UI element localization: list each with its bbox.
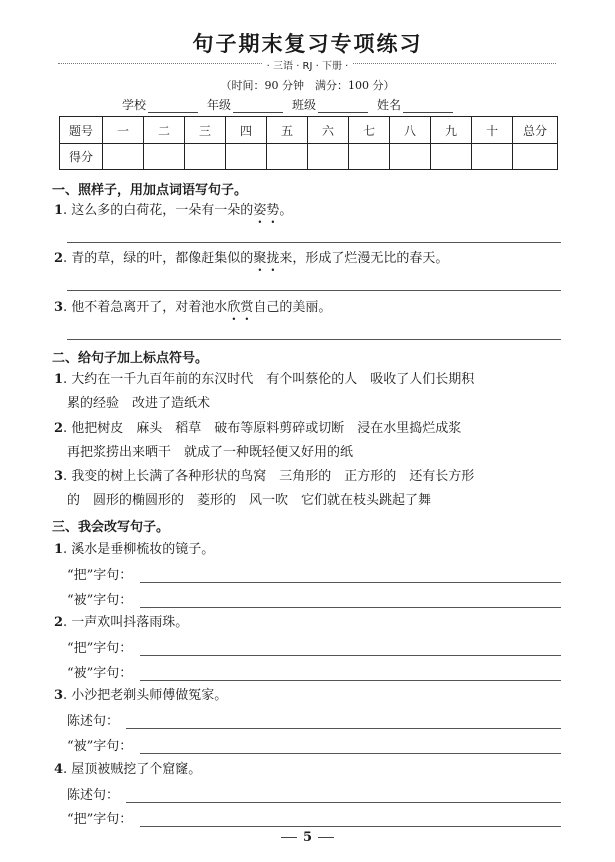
question-text-end: 。: [279, 203, 293, 218]
section3-question-1: [54, 540, 214, 560]
answer-line[interactable]: [140, 582, 561, 583]
section2-question-2: [54, 419, 461, 439]
question-number: 4: [54, 762, 64, 777]
declarative-sentence-label: 陈述句：: [67, 714, 120, 729]
score-cell[interactable]: [226, 144, 267, 170]
question-text-end: 来，形成了烂漫无比的春天。: [279, 251, 449, 266]
question-text-end: 自己的美丽。: [253, 300, 332, 315]
score-cell[interactable]: [308, 144, 349, 170]
score-row-label: 得分: [60, 144, 103, 170]
question-number: 1: [54, 542, 64, 557]
ba-sentence-label: “把”字句：: [67, 641, 133, 656]
score-cell[interactable]: [103, 144, 144, 170]
answer-line[interactable]: [67, 290, 561, 291]
section3-question-2: [54, 613, 188, 633]
subtitle-text: · 三语 · RJ · 下册 ·: [262, 61, 354, 72]
question-number: 2: [54, 421, 64, 436]
score-header-cell: 二: [144, 117, 185, 144]
score-cell[interactable]: [390, 144, 431, 170]
answer-line[interactable]: [140, 680, 561, 681]
question-number: 3: [54, 688, 64, 703]
emphasis-char: 欣: [227, 300, 241, 315]
section1-title: 一、照样子，用加点词语写句子。: [52, 183, 248, 198]
school-field[interactable]: [122, 96, 198, 113]
answer-line[interactable]: [126, 728, 561, 729]
score-header-cell: 八: [390, 117, 431, 144]
bei-sentence-label: “被”字句：: [67, 739, 133, 754]
grade-label: 年级: [207, 98, 232, 112]
emphasis-char: 拢: [266, 251, 280, 266]
question-text: . 一声欢叫抖落雨珠。: [63, 615, 189, 630]
grade-blank[interactable]: [233, 98, 283, 113]
section2-question-2-cont: 再把浆捞出来晒干 就成了一种既轻便又好用的纸: [67, 445, 354, 460]
question-text: . 我变的树上长满了各种形状的鸟窝 三角形的 正方形的 还有长方形: [63, 469, 475, 484]
question-text: . 屋顶被贼挖了个窟窿。: [63, 762, 202, 777]
emphasis-char: 聚: [253, 251, 267, 266]
score-header-cell: 五: [267, 117, 308, 144]
section3-title: 三、我会改写句子。: [52, 520, 170, 535]
class-blank[interactable]: [318, 98, 368, 113]
score-header-cell: 三: [185, 117, 226, 144]
question-text: . 他把树皮 麻头 稻草 破布等原料剪碎或切断 浸在水里捣烂成浆: [63, 421, 462, 436]
school-label: 学校: [122, 98, 147, 112]
bei-sentence-label: “被”字句：: [67, 666, 133, 681]
question-text: . 溪水是垂柳梳妆的镜子。: [63, 542, 215, 557]
score-cell[interactable]: [431, 144, 472, 170]
answer-line[interactable]: [67, 339, 561, 340]
section3-question-3: [54, 686, 227, 706]
page-footer: [0, 830, 615, 845]
emphasis-char: 势: [266, 203, 280, 218]
answer-line[interactable]: [140, 826, 561, 827]
section2-question-3-cont: 的 圆形的椭圆形的 菱形的 风一吹 它们就在枝头跳起了舞: [67, 493, 432, 508]
class-label: 班级: [292, 98, 317, 112]
score-cell[interactable]: [513, 144, 558, 170]
section1-question-3: [54, 298, 331, 318]
section2-question-3: [54, 467, 474, 487]
score-table: [59, 116, 558, 170]
score-header-cell: 题号: [60, 117, 103, 144]
section2-question-1-cont: 累的经验 改进了造纸术: [67, 396, 211, 411]
score-cell[interactable]: [185, 144, 226, 170]
section1-question-1: [54, 201, 292, 221]
score-header-cell: 总分: [513, 117, 558, 144]
answer-line[interactable]: [126, 802, 561, 803]
answer-line[interactable]: [140, 753, 561, 754]
score-header-cell: 九: [431, 117, 472, 144]
name-blank[interactable]: [403, 98, 453, 113]
bei-sentence-label: “被”字句：: [67, 593, 133, 608]
question-text: . 大约在一千九百年前的东汉时代 有个叫蔡伦的人 吸收了人们长期积: [63, 372, 475, 387]
score-header-cell: 七: [349, 117, 390, 144]
student-info-fields: [122, 96, 462, 113]
section2-question-1: [54, 370, 474, 390]
question-text: . 他不着急离开了，对着池水: [63, 300, 228, 315]
grade-field[interactable]: [207, 96, 283, 113]
question-text: . 青的草，绿的叶，都像赶集似的: [63, 251, 254, 266]
time-info: （时间：90 分钟 满分：100 分）: [220, 79, 395, 92]
footer-dash: [318, 837, 334, 838]
section3-question-4: [54, 760, 201, 780]
score-header-cell: 六: [308, 117, 349, 144]
page-number: 5: [302, 830, 313, 845]
page-title: 句子期末复习专项练习: [192, 32, 423, 56]
question-number: 1: [54, 203, 64, 218]
answer-line[interactable]: [67, 242, 561, 243]
section2-title: 二、给句子加上标点符号。: [52, 351, 209, 366]
score-header-cell: 一: [103, 117, 144, 144]
score-table-score-row: [60, 144, 558, 170]
question-number: 2: [54, 251, 64, 266]
name-field[interactable]: [377, 96, 453, 113]
question-number: 3: [54, 469, 64, 484]
class-field[interactable]: [292, 96, 368, 113]
score-header-cell: 十: [472, 117, 513, 144]
section1-question-2: [54, 249, 448, 269]
question-number: 2: [54, 615, 64, 630]
answer-line[interactable]: [140, 655, 561, 656]
score-header-cell: 四: [226, 117, 267, 144]
score-cell[interactable]: [349, 144, 390, 170]
question-text: . 这么多的白荷花，一朵有一朵的: [63, 203, 254, 218]
question-number: 1: [54, 372, 64, 387]
declarative-sentence-label: 陈述句：: [67, 788, 120, 803]
score-cell[interactable]: [144, 144, 185, 170]
emphasis-char: 赏: [240, 300, 254, 315]
footer-dash: [281, 837, 297, 838]
question-number: 3: [54, 300, 64, 315]
answer-line[interactable]: [140, 607, 561, 608]
emphasis-char: 姿: [253, 203, 267, 218]
ba-sentence-label: “把”字句：: [67, 812, 133, 827]
question-text: . 小沙把老剃头师傅做冤家。: [63, 688, 228, 703]
score-cell[interactable]: [267, 144, 308, 170]
score-cell[interactable]: [472, 144, 513, 170]
name-label: 姓名: [377, 98, 402, 112]
score-table-header-row: [60, 117, 558, 144]
school-blank[interactable]: [148, 98, 198, 113]
ba-sentence-label: “把”字句：: [67, 568, 133, 583]
subtitle: [0, 57, 615, 72]
